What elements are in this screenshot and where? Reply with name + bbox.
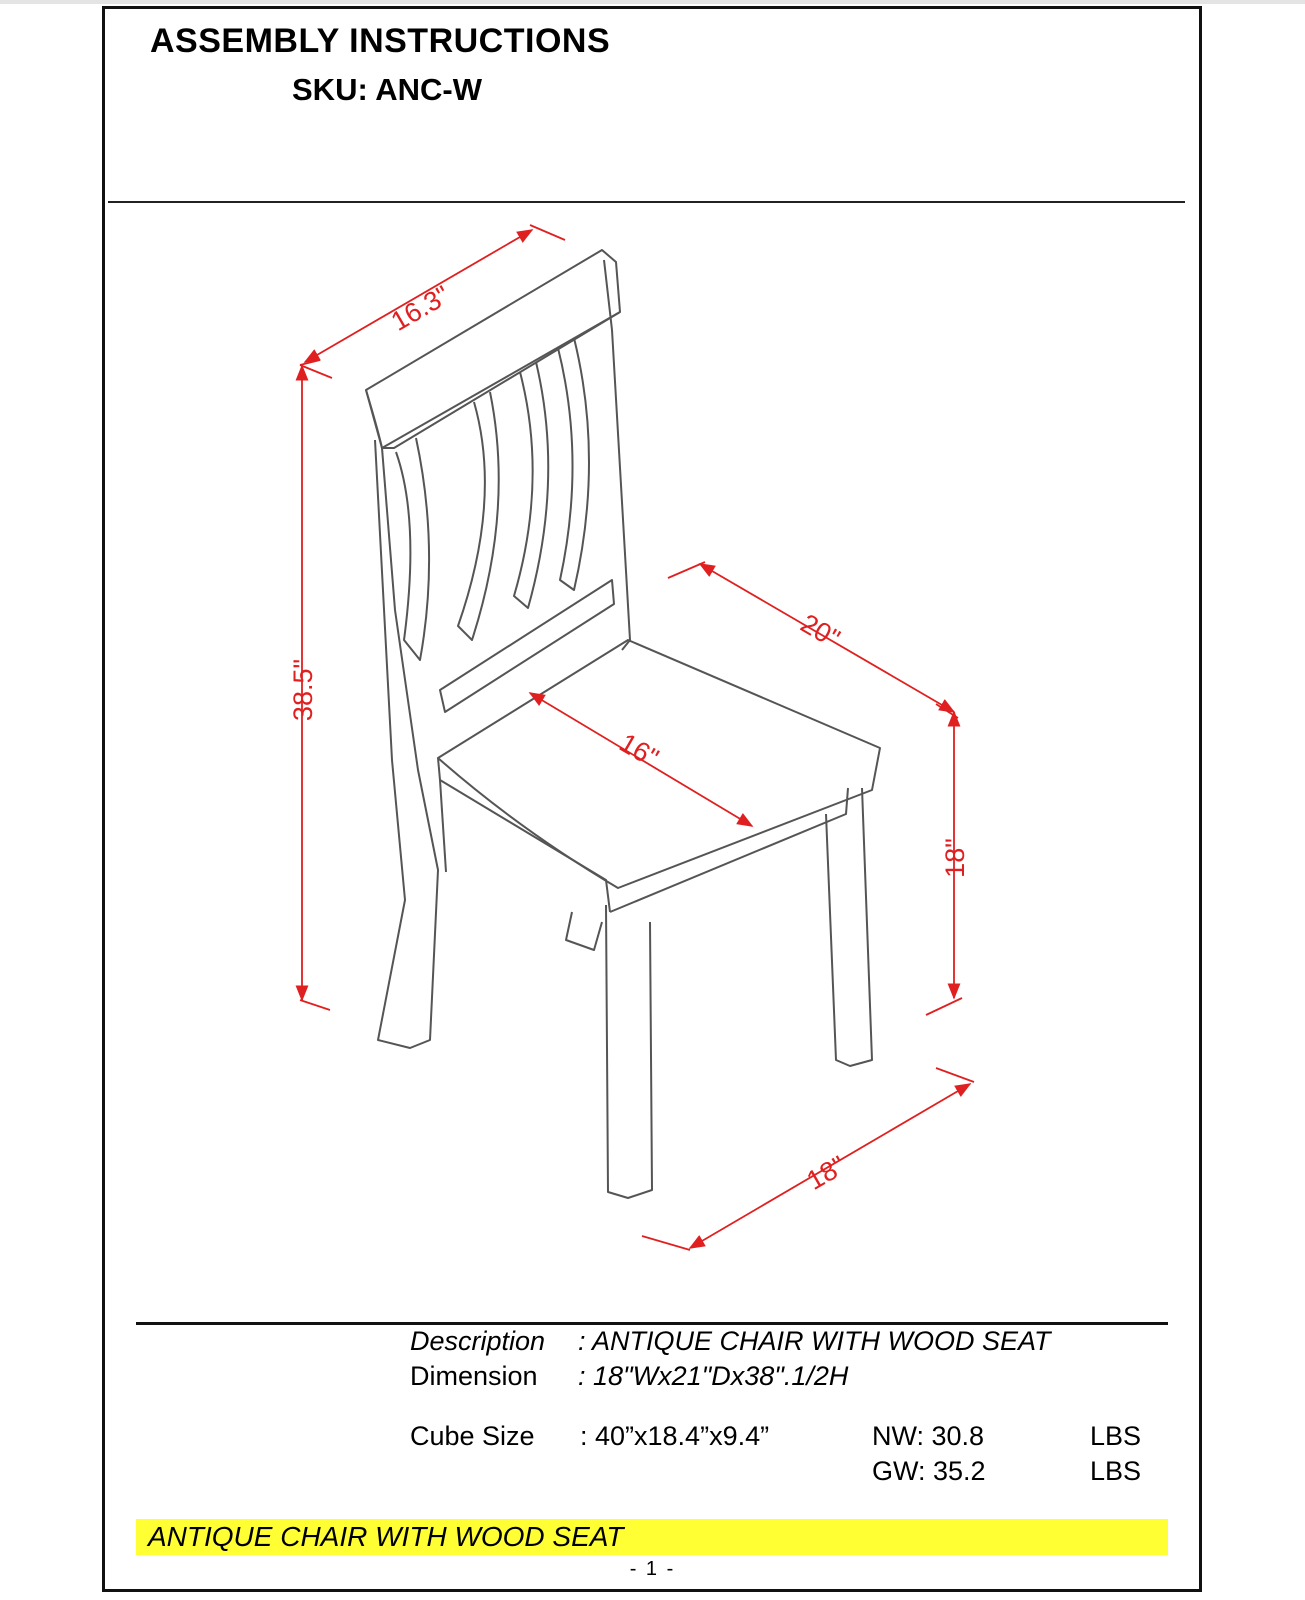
product-name-banner-text: ANTIQUE CHAIR WITH WOOD SEAT [148, 1521, 624, 1552]
description-value: : ANTIQUE CHAIR WITH WOOD SEAT [578, 1326, 1051, 1356]
dim-label-top-width: 16.3" [385, 279, 455, 337]
dim-label-seat-height: 18" [940, 838, 970, 878]
front-right-leg [826, 788, 872, 1066]
dim-label-base-width: 18" [801, 1150, 851, 1196]
net-weight: NW: 30.8 [872, 1421, 985, 1451]
dimension-label: Dimension [410, 1361, 538, 1391]
spec-divider [136, 1322, 1168, 1325]
gross-weight: GW: 35.2 [872, 1456, 986, 1486]
seat-side-apron [610, 788, 848, 912]
gross-weight-unit: LBS [1090, 1456, 1142, 1486]
sku-label: SKU: ANC-W [292, 72, 482, 107]
dimension-value: : 18"Wx21"Dx38".1/2H [578, 1361, 849, 1391]
cube-size-value: : 40”x18.4”x9.4” [580, 1421, 770, 1451]
chair-outline [366, 250, 880, 1198]
dim-label-seat-depth: 20" [795, 608, 845, 654]
page-number: - 1 - [629, 1558, 676, 1580]
back-top-rail [366, 250, 620, 448]
description-label: Description [410, 1326, 546, 1356]
seat-top [438, 640, 880, 888]
slat-3 [514, 362, 548, 608]
dim-label-seat-width: 16" [614, 727, 664, 774]
back-right-leg [566, 912, 602, 950]
slat-1 [396, 438, 429, 660]
cube-size-label: Cube Size [410, 1421, 535, 1451]
net-weight-unit: LBS [1090, 1421, 1142, 1451]
page-title: ASSEMBLY INSTRUCTIONS [150, 22, 611, 60]
front-left-leg [606, 905, 652, 1198]
slat-4 [558, 338, 589, 590]
slat-2 [458, 392, 499, 640]
dim-label-overall-height: 38.5" [288, 658, 318, 722]
product-name-banner [136, 1519, 1168, 1555]
